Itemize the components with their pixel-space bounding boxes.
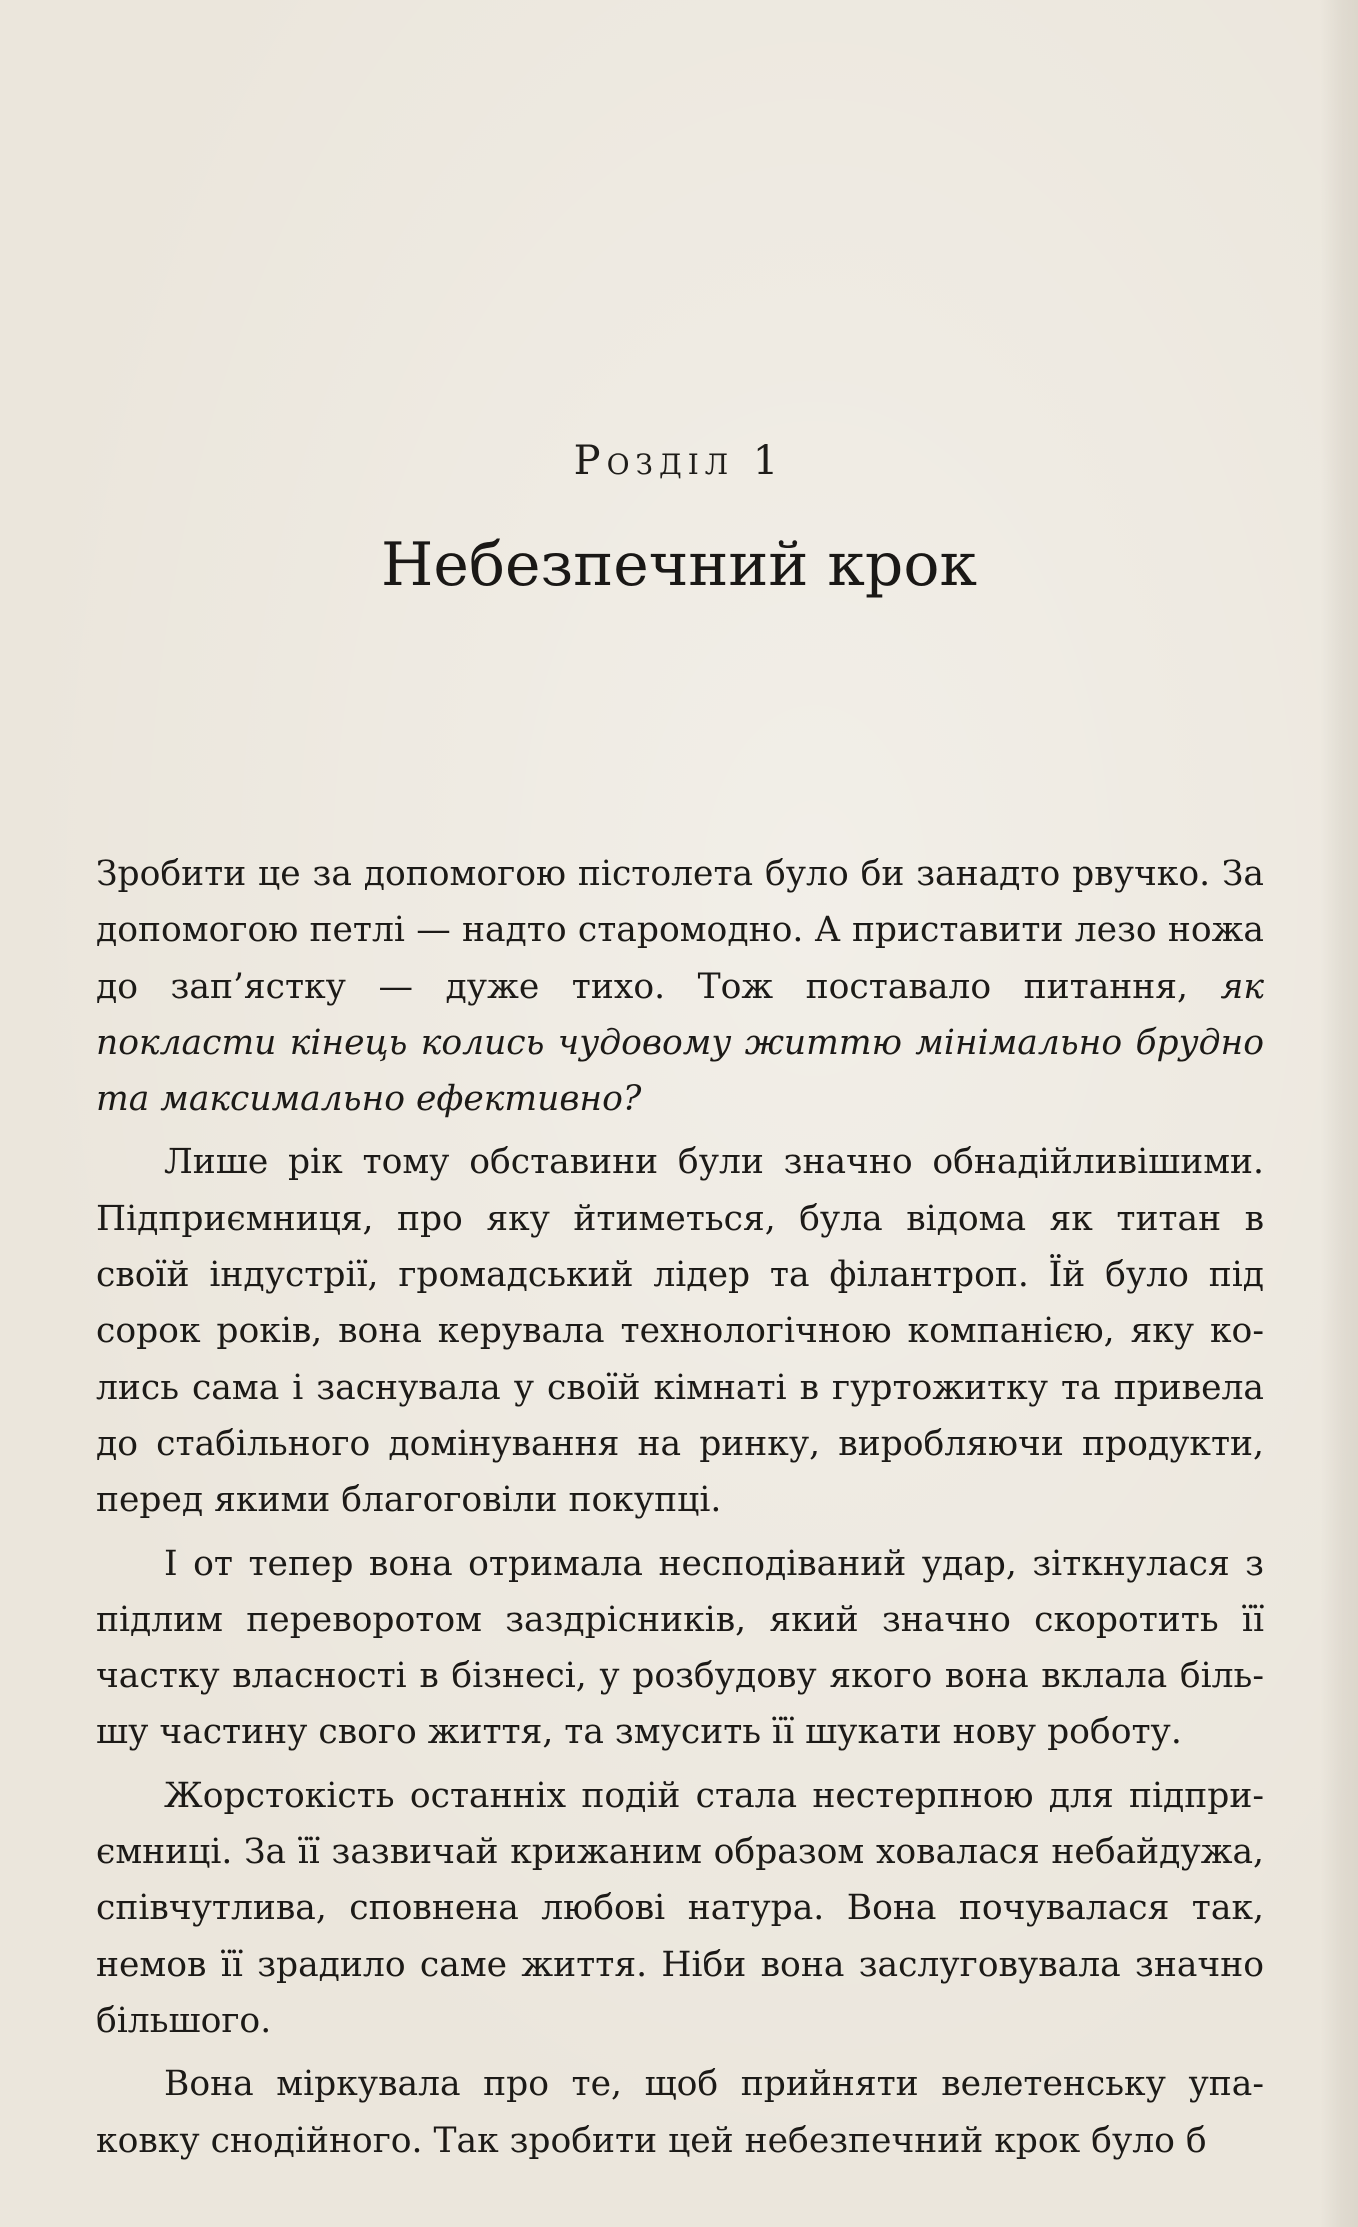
page-edge-shadow (1320, 0, 1358, 2227)
paragraph-5: Вона міркувала про те, щоб прийняти велетенську упаковку снодійного. Так зробити цей небезпечний крок було б (96, 2064, 1264, 2161)
chapter-title: Небезпечний крок (381, 530, 977, 600)
chapter-body (96, 846, 1264, 2176)
paragraph-4: Жорстокість останніх подій стала нестерпною для підприємниці. За її зазвичай крижаним образом ховалася небайдужа, співчутлива, сповнена любові натура. Вона почувалася так, немов її зрадило саме життя. Ніби вона заслуговувала значно більшого. (96, 1775, 1264, 2041)
paragraph-1-italic: як покласти кінець колись чудовому життю мінімально брудно та максимально ефективно? (96, 966, 1264, 1120)
paragraph-2: Лише рік тому обставини були значно обнадійливішими. Підприємниця, про яку йтиметься, була відома як титан в своїй індустрії, громадський лідер та філантроп. Їй було під сорок років, вона керувала технологічною компанією, яку колись сама і заснувала у своїй кімнаті в гуртожитку та привела до стабільного домінування на ринку, виробляючи продукти, перед якими благоговіли покупці. (96, 1142, 1264, 1521)
chapter-number: Розділ 1 (573, 438, 785, 484)
paragraph-1-text: Зробити це за допомогою пістолета було би занадто рвучко. За допомогою петлі — надто старомодно. А приставити лезо ножа до зап’ястку — дуже тихо. Тож поставало питання, (96, 854, 1264, 1007)
paragraph-1 (96, 846, 1264, 1127)
paragraph-3: І от тепер вона отримала несподіваний удар, зіткнулася з підлим переворотом заздрісників, який значно скоротить її частку власності в бізнесі, у розбудову якого вона вклала більшу частину свого життя, та змусить її шукати нову роботу. (96, 1543, 1264, 1753)
